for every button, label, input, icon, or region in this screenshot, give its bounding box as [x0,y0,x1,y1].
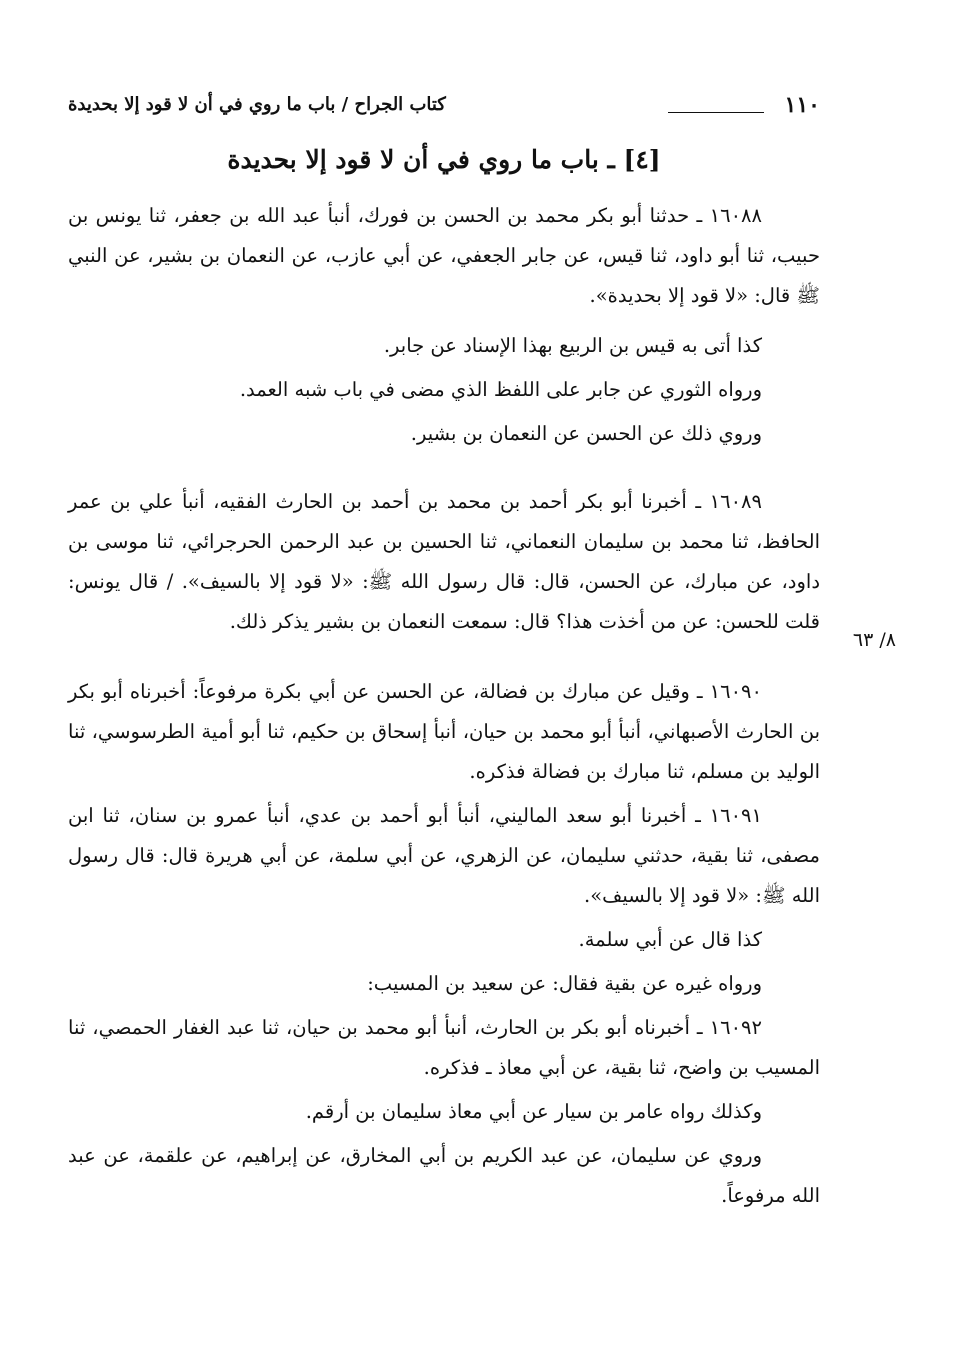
page-header [68,92,820,122]
hadith-16090: ١٦٠٩٠ ـ وقيل عن مبارك بن فضالة، عن الحسن عن أبي بكرة مرفوعاً: أخبرناه أبو بكر بن الحارث الأصبهاني، أنبأ أبو محمد بن حيان، أنبأ إسحاق بن حكيم، ثنا أبو أمية الطرسوسي، ثنا الوليد بن مسلم، ثنا مبارك بن فضالة فذكره. [68,680,820,783]
note-paragraph: كذا أتى به قيس بن الربيع بهذا الإسناد عن جابر. [383,334,762,357]
note-paragraph: وكذلك رواه عامر بن سيار عن أبي معاذ سليمان بن أرقم. [305,1100,762,1123]
chapter-heading: [٤] ـ باب ما روي في أن لا قود إلا بحديدة [227,145,661,174]
note-paragraph: كذا قال عن أبي سلمة. [578,928,762,951]
hadith-16091: ١٦٠٩١ ـ أخبرنا أبو سعد الماليني، أنبأ أبو أحمد بن عدي، أنبأ عمرو بن سنان، ثنا ابن مصفى، ثنا بقية، حدثني سليمان، عن الزهري، عن أبي سلمة، عن أبي هريرة قال: قال رسول الله ﷺ: «لا قود إلا بالسيف». [68,804,820,907]
note-paragraph: ورواه غيره عن بقية فقال: عن سعيد بن المسيب: [367,972,762,995]
margin-reference: ٨/ ٦٣ [852,629,896,651]
header-rule [668,112,764,113]
running-title: كتاب الجراح / باب ما روي في أن لا قود إلا بحديدة [68,94,446,115]
hadith-16088: ١٦٠٨٨ ـ حدثنا أبو بكر محمد بن الحسن بن فورك، أنبأ عبد الله بن جعفر، ثنا يونس بن حبيب، ثنا أبو داود، ثنا قيس، عن جابر الجعفي، عن أبي عازب، عن النعمان بن بشير، عن النبي ﷺ قال: «لا قود إلا بحديدة». [68,204,820,307]
closing-paragraph: وروي عن سليمان، عن عبد الكريم بن أبي المخارق، عن إبراهيم، عن علقمة، عن عبد الله مرفوعاً. [68,1144,820,1207]
hadith-16092: ١٦٠٩٢ ـ أخبرناه أبو بكر بن الحارث، أنبأ أبو محمد بن حيان، ثنا عبد الغفار الحمصي، ثنا المسيب بن واضح، ثنا بقية، عن أبي معاذ ـ فذكره. [68,1016,820,1079]
note-paragraph: ورواه الثوري عن جابر على اللفظ الذي مضى في باب شبه العمد. [239,378,762,401]
note-paragraph: وروي ذلك عن الحسن عن النعمان بن بشير. [410,422,762,445]
body-text [68,196,820,1216]
hadith-16089: ١٦٠٨٩ ـ أخبرنا أبو بكر أحمد بن محمد بن أحمد بن الحارث الفقيه، أنبأ علي بن عمر الحافظ، ثنا محمد بن سليمان النعماني، ثنا الحسين بن عبد الرحمن الحرجرائي، ثنا موسى بن داود، عن مبارك، عن الحسن، قال: قال رسول الله ﷺ: «لا قود إلا بالسيف». / قال يونس: قلت للحسن: عن من أخذت هذا؟ قال: سمعت النعمان بن بشير يذكر ذلك. [68,490,820,633]
page-number: ١١٠ [784,92,820,118]
